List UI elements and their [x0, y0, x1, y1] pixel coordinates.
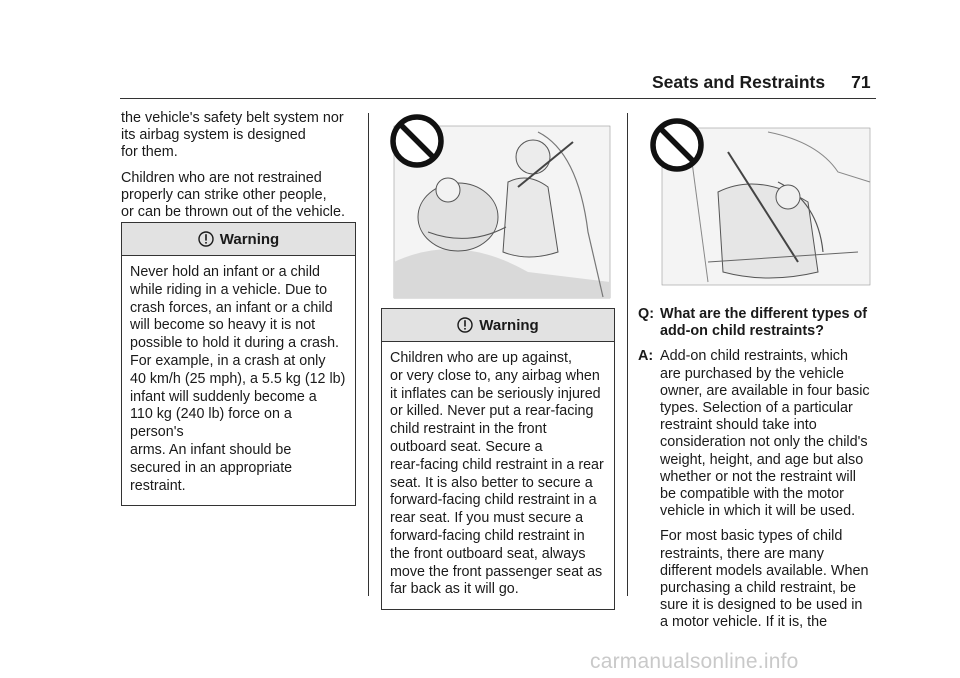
answer-label: A:	[638, 348, 654, 365]
answer	[638, 348, 878, 520]
warning-body: Never hold an infant or a child while riding in a vehicle. Due to crash forces, an infant or a child will become so heavy it is not possible to hold it during a crash. For example, in a crash at only 40 km/h (25 mph), a 5.5 kg (12 lb) infant will suddenly become a 110 kg (240 lb) force on a person's arms. An infant should be secured in an appropriate restraint.	[130, 264, 346, 494]
question-text: What are the different types of add-on child restraints?	[660, 306, 868, 340]
warning-box-2	[381, 308, 615, 610]
question-label: Q:	[638, 306, 654, 322]
airbag-infant-illustration	[388, 112, 612, 300]
warning-header	[382, 309, 614, 342]
column-1	[121, 110, 361, 229]
warning-icon	[457, 317, 473, 333]
section-title: Seats and Restraints	[652, 72, 826, 92]
prohibited-icon	[648, 116, 706, 174]
warning-body: Children who are up against, or very close to, any airbag when it inflates can be seriously injured or killed. Never put a rear-facing child restraint in the front outboard seat. Secure a rear-facing child restraint in a rear seat. It is also better to secure a forward-facing child restraint in a rear seat. If you must secure a forward-facing child restraint in the front outboard seat, always move the front passenger seat as far back as it will go.	[390, 350, 604, 598]
column-divider-1	[368, 113, 369, 596]
page-number: 71	[851, 72, 871, 92]
column-divider-2	[627, 113, 628, 596]
prohibited-icon	[388, 112, 446, 170]
qa-section	[638, 306, 878, 632]
warning-box-1	[121, 222, 356, 506]
answer-continued: For most basic types of child restraints, there are many different models available. When purchasing a child restraint, be sure it is designed to be used in a motor vehicle. If it is, the	[660, 528, 869, 631]
warning-header	[122, 223, 355, 256]
answer-text: Add-on child restraints, which are purchased by the vehicle owner, are available in four basic types. Selection of a particular restraint should take into consideration not only the child's weight, height, and age but also whether or not the restraint will be compatible with the motor vehicle in which it will be used.	[660, 348, 870, 520]
paragraph: Children who are not restrained properly can strike other people, or can be thrown out of the vehicle.	[121, 169, 345, 221]
warning-title: Warning	[219, 230, 280, 248]
watermark: carmanualsonline.info	[590, 650, 799, 673]
warning-title: Warning	[479, 316, 539, 334]
paragraph: the vehicle's safety belt system nor its airbag system is designed for them.	[121, 110, 344, 161]
question	[638, 306, 878, 340]
page-header	[652, 72, 871, 93]
header-rule	[120, 98, 876, 99]
rear-facing-seat-illustration	[648, 112, 872, 287]
warning-icon	[198, 231, 214, 247]
